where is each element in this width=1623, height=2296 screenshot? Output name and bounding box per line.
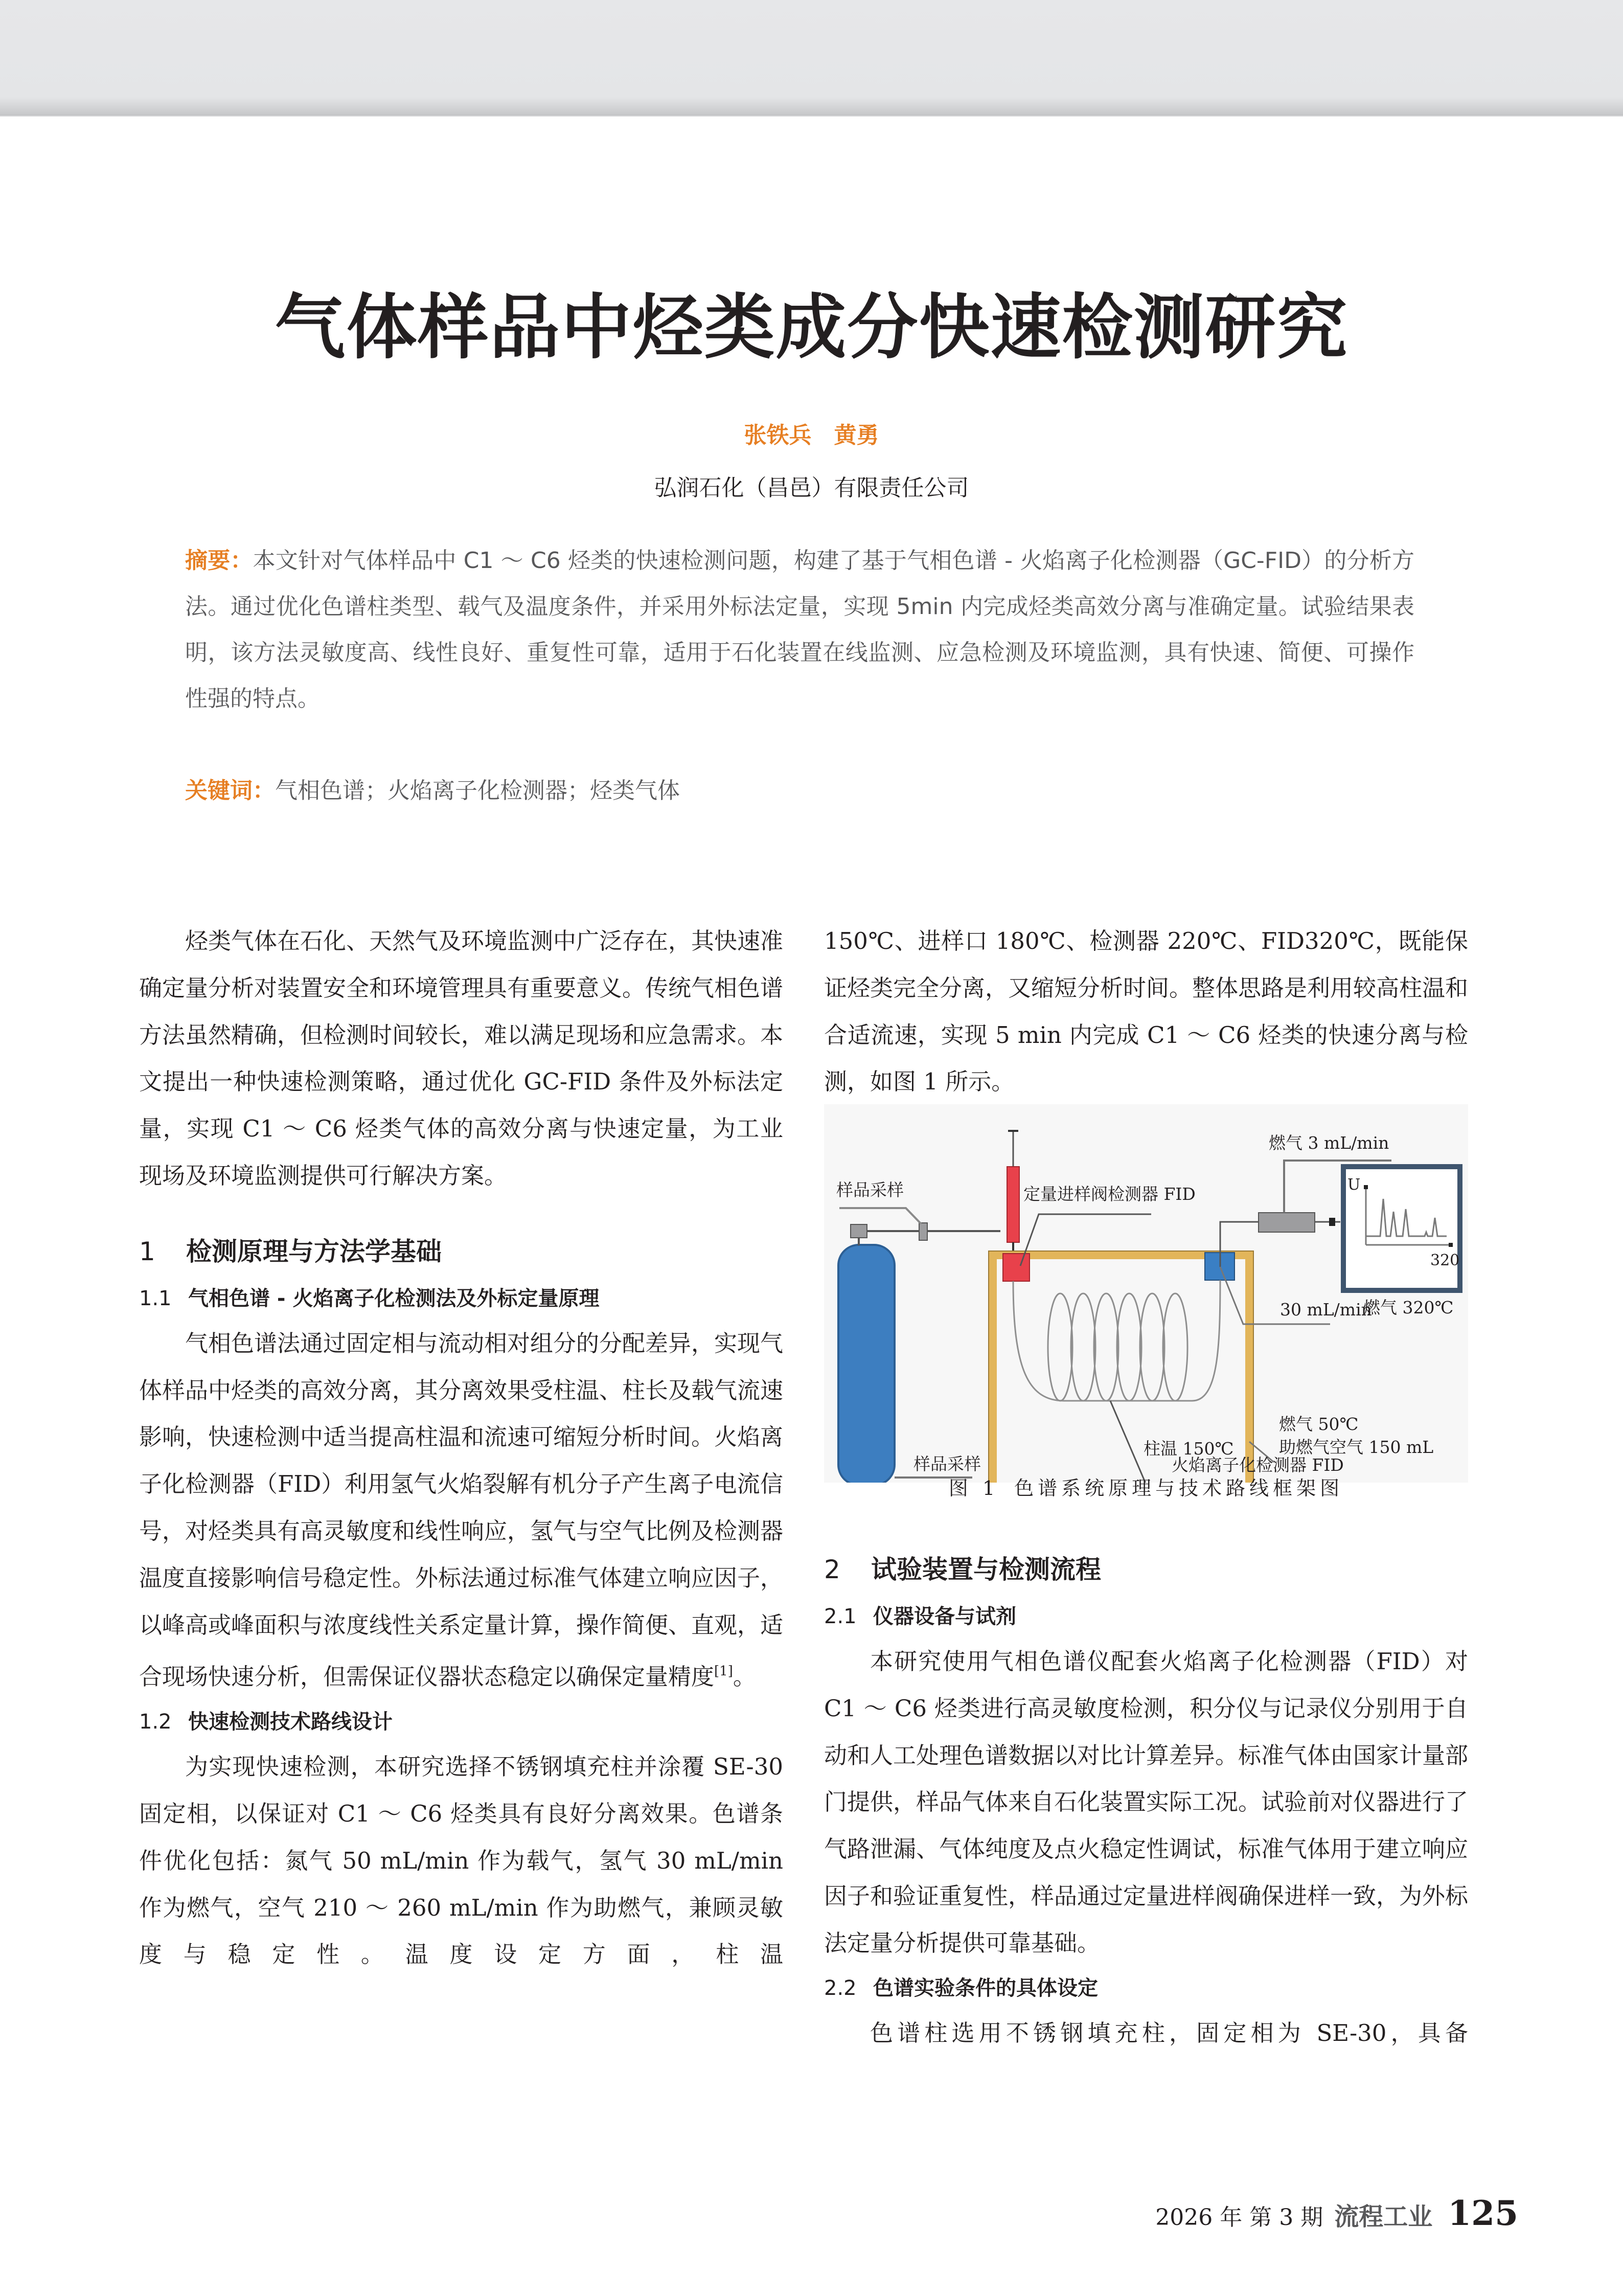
page-number: 125 — [1448, 2193, 1518, 2233]
label-valve-detector: 定量进样阀检测器 FID — [1023, 1184, 1196, 1204]
recorder-display-frame — [1343, 1167, 1460, 1290]
section-title: 检测原理与方法学基础 — [186, 1236, 442, 1266]
section-2-1-paragraph: 本研究使用气相色谱仪配套火焰离子化检测器（FID）对 C1 ～ C6 烃类进行高灵敏度检测，积分仪与记录仪分别用于自动和人工处理色谱数据以对比计算差异。标准气体由国家计量部门提供，样品气体来自石化装置实际工况。试验前对仪器进行了气路泄漏、气体纯度及点火稳定性调试，标准气体用于建立响应因子和验证重复性，样品通过定量进样阀确保进样一致，为外标法定量分析提供可靠基础。 — [824, 1648, 1469, 1957]
gc-system-diagram — [824, 1104, 1468, 1483]
flow-meter-icon — [1259, 1213, 1315, 1232]
article-title: 气体样品中烃类成分快速检测研究 — [275, 286, 1348, 369]
section-1-heading — [139, 1226, 783, 1277]
section-2-2-heading — [824, 1967, 1468, 2010]
left-column — [139, 918, 783, 1978]
label-fuel-3: 燃气 3 mL/min — [1269, 1133, 1389, 1153]
section-1-2-paragraph-continued: 150℃、进样口 180℃、检测器 220℃、FID320℃，既能保证烃类完全分离，又缩短分析时间。整体思路是利用较高柱温和合适流速，实现 5 min 内完成 C1 ～ C6 烃类的快速分离与检测，如图 1 所示。 — [824, 927, 1469, 1096]
section-number: 1.1 — [139, 1286, 172, 1310]
section-title: 快速检测技术路线设计 — [188, 1710, 393, 1734]
label-fid: 火焰离子化检测器 FID — [1172, 1455, 1344, 1475]
injector-block-icon — [1003, 1254, 1030, 1281]
connector-icon — [1329, 1218, 1335, 1226]
section-1-1-paragraph — [139, 1320, 783, 1700]
section-number: 2 — [824, 1555, 840, 1584]
figure-1-diagram — [824, 1104, 1468, 1483]
section-number: 2.1 — [824, 1605, 857, 1628]
figure-1-caption — [824, 1472, 1468, 1501]
label-fuel-320: 燃气 320℃ — [1363, 1298, 1454, 1317]
label-u-axis: U — [1347, 1176, 1361, 1194]
label-sampling-top: 样品采样 — [836, 1180, 904, 1200]
figure-caption-text: 色谱系统原理与技术路线框架图 — [1014, 1477, 1344, 1499]
gas-cylinder-icon — [838, 1224, 895, 1483]
section-1-2-heading — [139, 1700, 783, 1743]
label-fuel-50: 燃气 50℃ — [1279, 1414, 1359, 1434]
section-title: 仪器设备与试剂 — [873, 1605, 1016, 1628]
sample-valve-icon — [919, 1223, 927, 1240]
journal-name: 流程工业 — [1334, 2202, 1433, 2231]
issue-info: 2026 年 第 3 期 — [1155, 2204, 1323, 2231]
label-column-temp: 柱温 150℃ — [1144, 1439, 1234, 1459]
citation-ref: [1] — [714, 1664, 733, 1679]
keywords-text: 气相色谱；火焰离子化检测器；烃类气体 — [275, 778, 680, 804]
page-footer — [1155, 2193, 1518, 2233]
section-title: 试验装置与检测流程 — [871, 1555, 1101, 1584]
section-title: 色谱实验条件的具体设定 — [873, 1976, 1098, 2000]
section-2-heading — [824, 1544, 1468, 1595]
label-sampling-bottom: 样品采样 — [913, 1454, 981, 1474]
abstract — [185, 538, 1414, 722]
section-1-1-heading — [139, 1277, 783, 1320]
axis-arrow-icon — [1449, 1243, 1453, 1247]
section-title: 气相色谱 - 火焰离子化检测法及外标定量原理 — [188, 1286, 600, 1310]
leader-line — [839, 1208, 921, 1224]
section-number: 1.2 — [139, 1710, 172, 1734]
section-2-1-heading — [824, 1595, 1468, 1638]
right-column-lower — [824, 1544, 1468, 2056]
author-list — [0, 417, 1623, 449]
keywords-label: 关键词： — [185, 778, 275, 804]
figure-number: 图 1 — [948, 1477, 999, 1499]
abstract-text: 本文针对气体样品中 C1 ～ C6 烃类的快速检测问题，构建了基于气相色谱 - 火焰离子化检测器（GC-FID）的分析方法。通过优化色谱柱类型、载气及温度条件，并采用外标法定量，实现 5min 内完成烃类高效分离与准确定量。试验结果表明，该方法灵敏度高、线性良好、重复性可靠，适用于石化装置在线监测、应急检测及环境监测，具有快速、简便、可操作性强的特点。 — [185, 548, 1415, 712]
paragraph-end: 。 — [733, 1663, 756, 1691]
abstract-label: 摘要： — [185, 548, 253, 574]
keywords — [185, 768, 1414, 814]
column-coil-icon — [1013, 1280, 1220, 1401]
top-header-band — [0, 0, 1623, 117]
paragraph-text: 气相色谱法通过固定相与流动相对组分的分配差异，实现气体样品中烃类的高效分离，其分离效果受柱温、柱长及载气流速影响，快速检测中适当提高柱温和流速可缩短分析时间。火焰离子化检测器（FID）利用氢气火焰裂解有机分子产生离子电流信号，对烃类具有高灵敏度和线性响应，氢气与空气比例及检测器温度直接影响信号稳定性。外标法通过标准气体建立响应因子，以峰高或峰面积与浓度线性关系定量计算，操作简便、直观，适合现场快速分析，但需保证仪器状态稳定以确保定量精度 — [139, 1329, 784, 1691]
section-1-2-paragraph: 为实现快速检测，本研究选择不锈钢填充柱并涂覆 SE-30 固定相，以保证对 C1 ～ C6 烃类具有良好分离效果。色谱条件优化包括：氮气 50 mL/min 作为载气，氢气 30 mL/min 作为燃气，空气 210 ～ 260 mL/min 作为助燃气，兼顾灵敏度与稳定性。温度设定方面，柱温 — [139, 1753, 783, 1968]
syringe-icon — [1007, 1131, 1019, 1253]
section-number: 1 — [139, 1236, 155, 1266]
section-2-2-paragraph: 色谱柱选用不锈钢填充柱，固定相为 SE-30，具备 — [870, 2019, 1468, 2047]
label-flow-30: 30 mL/min — [1280, 1300, 1372, 1320]
intro-paragraph: 烃类气体在石化、天然气及环境监测中广泛存在，其快速准确定量分析对装置安全和环境管理具有重要意义。传统气相色谱方法虽然精确，但检测时间较长，难以满足现场和应急需求。本文提出一种快速检测策略，通过优化 GC-FID 条件及外标法定量，实现 C1 ～ C6 烃类气体的高效分离与快速定量，为工业现场及环境监测提供可行解决方案。 — [139, 927, 784, 1189]
author-affiliation: 弘润石化（昌邑）有限责任公司 — [654, 475, 969, 501]
axis-arrow-icon — [1364, 1185, 1368, 1189]
label-x-end: 320 — [1430, 1252, 1460, 1269]
section-number: 2.2 — [824, 1976, 857, 2000]
author-name: 张铁兵 — [744, 422, 812, 448]
label-air-150: 助燃气空气 150 mL — [1279, 1437, 1434, 1457]
author-name: 黄勇 — [834, 422, 879, 448]
right-column — [824, 918, 1468, 1105]
